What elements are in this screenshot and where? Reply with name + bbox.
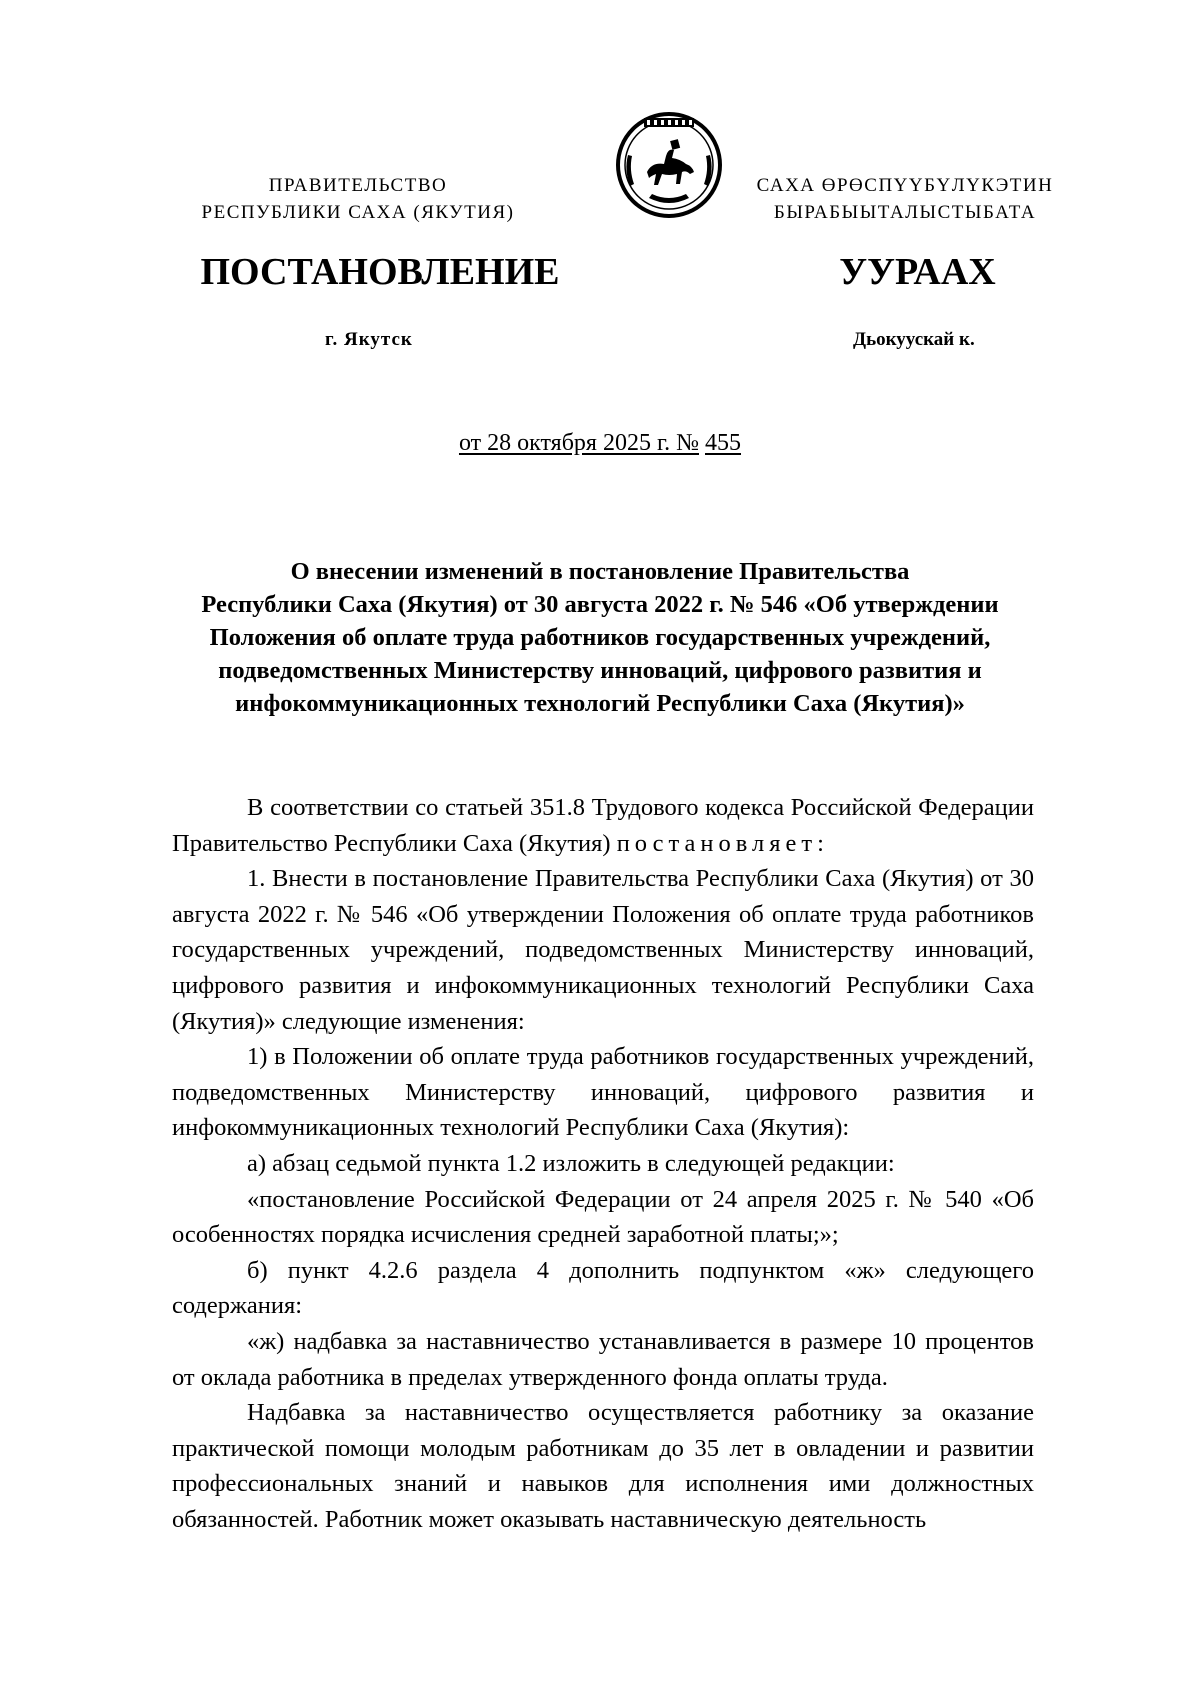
heading-line: инфокоммуникационных технологий Республики Саха (Якутия)» (235, 690, 965, 717)
header-right-line2: БЫРАБЫЫТАЛЫСТЫБАТА (773, 202, 1037, 223)
paragraph-subitem-b: б) пункт 4.2.6 раздела 4 дополнить подпунктом «ж» следующего содержания: (172, 1256, 1034, 1320)
paragraph-quote-a: «постановление Российской Федерации от 24 апреля 2025 г. № 540 «Об особенностях порядка исчисления средней заработной платы;»; (172, 1185, 1034, 1249)
document-type-yakut: УУРААХ (839, 251, 996, 293)
government-name-russian (148, 172, 568, 226)
heading-line: подведомственных Министерству инноваций, цифрового развития и (218, 657, 982, 684)
preamble-text: В соответствии со статьей 351.8 Трудового кодекса Российской Федерации Правительство Республики Саха (Якутия) (172, 794, 1034, 857)
header-left-line1: ПРАВИТЕЛЬСТВО (268, 175, 448, 196)
heading-line: Положения об оплате труда работников государственных учреждений, (209, 624, 991, 651)
city-russian: г. Якутск (325, 329, 413, 350)
paragraph-subitem-a: а) абзац седьмой пункта 1.2 изложить в следующей редакции: (247, 1149, 895, 1177)
city-yakut: Дьокуускай к. (853, 329, 975, 350)
heading-line: О внесении изменений в постановление Правительства (290, 558, 910, 585)
document-type-russian: ПОСТАНОВЛЕНИЕ (200, 251, 560, 293)
paragraph-preamble (172, 790, 1034, 861)
header-left-line2: РЕСПУБЛИКИ САХА (ЯКУТИЯ) (201, 202, 515, 223)
government-name-yakut (715, 172, 1095, 226)
preamble-resolves: постановляет: (616, 829, 829, 857)
paragraph-subitem-1: 1) в Положении об оплате труда работников государственных учреждений, подведомственных Министерству инноваций, цифрового развития и инфокоммуникационных технологий Республики Саха (Якутия): (172, 1043, 1034, 1142)
document-heading (150, 555, 1050, 720)
document-date: от 28 октября 2025 г. № (458, 430, 699, 456)
coat-of-arms-emblem (614, 110, 724, 220)
header-right-line1: САХА ӨРӨСПҮҮБҮЛҮКЭТИН (756, 175, 1054, 196)
date-and-number (0, 428, 1200, 458)
heading-line: Республики Саха (Якутия) от 30 августа 2022 г. № 546 «Об утверждении (201, 591, 999, 618)
document-body (172, 790, 1034, 1537)
document-number: 455 (705, 430, 741, 456)
paragraph-mentorship: Надбавка за наставничество осуществляется работнику за оказание практической помощи молодым работникам до 35 лет в овладении и развитии профессиональных знаний и навыков для исполнения ими должностных обязанностей. Работник может оказывать наставническую деятельность (172, 1399, 1034, 1533)
paragraph-item-1: 1. Внести в постановление Правительства Республики Саха (Якутия) от 30 августа 2022 г. № 546 «Об утверждении Положения об оплате труда работников государственных учреждений, подведомственных Министерству инноваций, цифрового развития и инфокоммуникационных технологий Республики Саха (Якутия)» следующие изменения: (172, 865, 1034, 1035)
paragraph-quote-zh: «ж) надбавка за наставничество устанавливается в размере 10 процентов от оклада работника в пределах утвержденного фонда оплаты труда. (172, 1327, 1034, 1391)
